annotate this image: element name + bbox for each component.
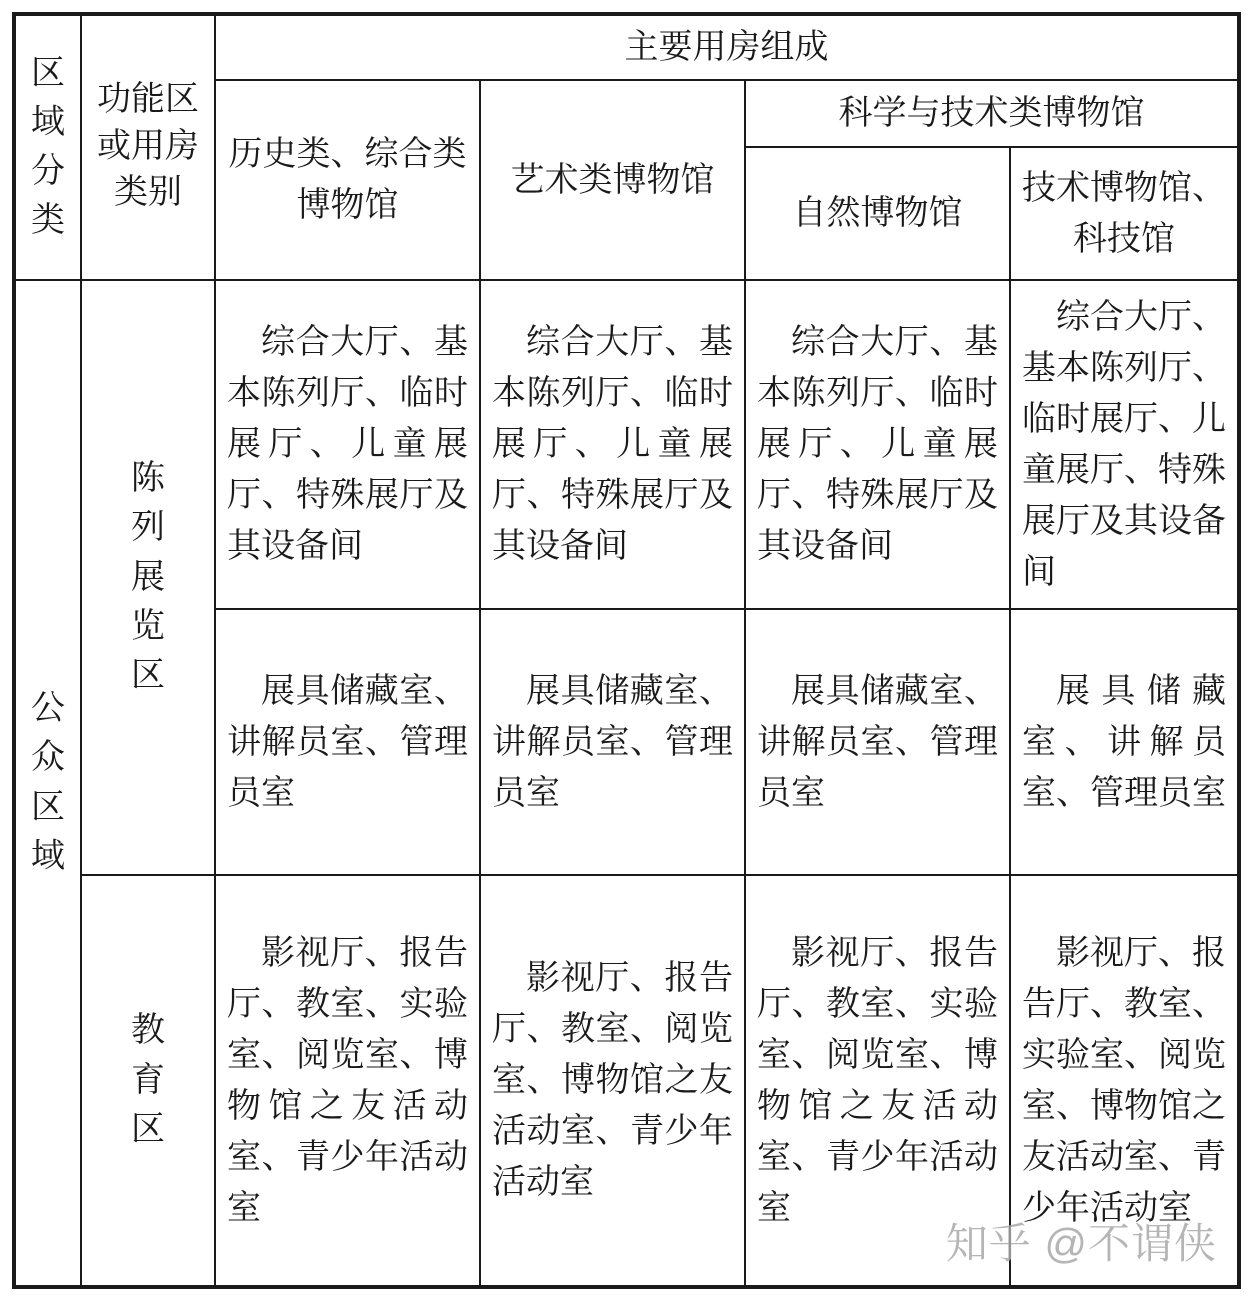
- header-cell-science-tech-group: 科学与技术类博物馆: [745, 80, 1239, 147]
- header-cell-main-rooms: 主要用房组成: [215, 14, 1239, 80]
- cell-region-public: [14, 280, 81, 1287]
- education-area-label: 教育区: [130, 1012, 165, 1148]
- header-cell-nature-museum: 自然博物馆: [745, 147, 1010, 280]
- header-cell-function-class: [81, 14, 215, 280]
- cell-exhibition-support-history: 展具储藏室、讲解员室、管理员室: [215, 609, 480, 875]
- region-class-label: 区域分类: [30, 54, 65, 240]
- header-cell-art-museum: 艺术类博物馆: [480, 80, 745, 280]
- cell-education-art: 影视厅、报告厅、教室、阅览室、博物馆之友活动室、青少年活动室: [480, 875, 745, 1287]
- header-row-1: [14, 14, 1239, 80]
- cell-category-education: [81, 875, 215, 1287]
- cell-education-history: 影视厅、报告厅、教室、实验室、阅览室、博物馆之友活动室、青少年活动室: [215, 875, 480, 1287]
- cell-exhibition-halls-history: 综合大厅、基本陈列厅、临时展厅、儿童展厅、特殊展厅及其设备间: [215, 280, 480, 609]
- cell-education-nature: 影视厅、报告厅、教室、实验室、阅览室、博物馆之友活动室、青少年活动室: [745, 875, 1010, 1287]
- exhibition-area-label: 陈列展览区: [130, 459, 165, 695]
- cell-exhibition-halls-art: 综合大厅、基本陈列厅、临时展厅、儿童展厅、特殊展厅及其设备间: [480, 280, 745, 609]
- public-region-label: 公众区域: [30, 690, 65, 875]
- cell-exhibition-support-nature: 展具储藏室、讲解员室、管理员室: [745, 609, 1010, 875]
- cell-exhibition-support-tech: 展具储藏室、讲解员室、管理员室: [1010, 609, 1239, 875]
- body-row-exhibition-halls: [14, 280, 1239, 609]
- zhihu-watermark: 知乎 @不谓侠: [945, 1220, 1217, 1267]
- cell-exhibition-halls-tech: 综合大厅、基本陈列厅、临时展厅、儿童展厅、特殊展厅及其设备间: [1010, 280, 1239, 609]
- cell-category-exhibition: [81, 280, 215, 875]
- museum-rooms-table: [12, 12, 1241, 1289]
- cell-exhibition-support-art: 展具储藏室、讲解员室、管理员室: [480, 609, 745, 875]
- header-cell-tech-museum: 技术博物馆、科技馆: [1010, 147, 1239, 280]
- function-class-label: 功能区或用房类别: [97, 80, 199, 212]
- header-cell-region-class: [14, 14, 81, 280]
- cell-exhibition-halls-nature: 综合大厅、基本陈列厅、临时展厅、儿童展厅、特殊展厅及其设备间: [745, 280, 1010, 609]
- header-cell-history-museum: 历史类、综合类博物馆: [215, 80, 480, 280]
- cell-education-tech: 影视厅、报告厅、教室、实验室、阅览室、博物馆之友活动室、青少年活动室: [1010, 875, 1239, 1287]
